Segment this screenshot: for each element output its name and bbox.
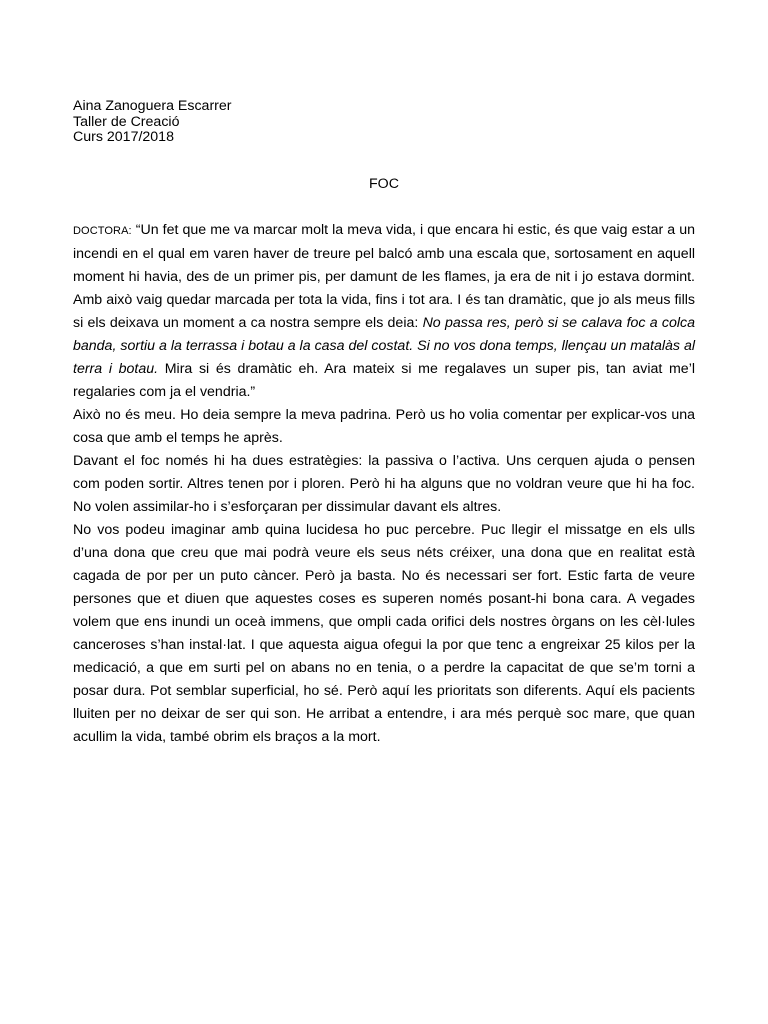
paragraph-1-italic-quote: No passa res, però si se calava foc a colca banda, sortiu a la terrassa i botau a la casa del costat. Si no vos dona temps, llençau un matalàs al terra i botau. <box>73 315 696 377</box>
course-name: Taller de Creació <box>73 113 180 130</box>
paragraph-1-text-a: “Un fet que me va marcar molt la meva vida, i que encara hi estic, és que vaig estar a un incendi en el qual em varen haver de treure pel balcó amb una escala que, sortosament en aquell moment hi havia, des de un primer pis, per damunt de les flames, ja era de nit i jo estava dormint. Amb això vaig quedar marcada per tota la vida, fins i tot ara. I és tan dramàtic, que jo als meus fills si els deixava un moment a ca nostra sempre els deia: <box>73 222 695 331</box>
document-body <box>73 219 695 749</box>
document-header <box>73 99 232 146</box>
document-title: FOC <box>369 176 399 192</box>
paragraph-4: No vos podeu imaginar amb quina lucidesa ho puc percebre. Puc llegir el missatge en els ulls d’una dona que creu que mai podrà veure els seus néts créixer, una dona que en realitat està cagada de por per un puto càncer. Però ja basta. No és necessari ser fort. Estic farta de veure persones que et diuen que aquestes coses es superen només posant-hi bona cara. A vegades volem que ens inundi un oceà immens, que ompli cada orifici dels nostres òrgans on les cèl·lules canceroses s’han instal·lat. I que aquesta aigua ofegui la por que tenc a engreixar 25 kilos per la medicació, a que em surti pel on abans no en tenia, o a perdre la capacitat de que se’m torni a posar dura. Pot semblar superficial, ho sé. Però aquí les prioritats son diferents. Aquí els pacients lluiten per no deixar de ser qui son. He arribat a entendre, i ara més perquè soc mare, que quan acullim la vida, també obrim els braços a la mort. <box>73 522 695 745</box>
paragraph-1-text-b: Mira si és dramàtic eh. Ara mateix si me regalaves un super pis, tan aviat me’l regalaries com ja el vendria.” <box>73 361 695 400</box>
paragraph-1 <box>73 219 695 404</box>
speaker-label: DOCTORA: <box>73 225 132 237</box>
author-name: Aina Zanoguera Escarrer <box>73 98 232 114</box>
paragraph-3: Davant el foc només hi ha dues estratègies: la passiva o l’activa. Uns cerquen ajuda o pensen com poden sortir. Altres tenen por i ploren. Però hi ha alguns que no voldran veure que hi ha foc. No volen assimilar-ho i s’esforçaran per dissimular davant els altres. <box>73 453 695 515</box>
course-year: Curs 2017/2018 <box>73 129 174 145</box>
paragraph-2: Això no és meu. Ho deia sempre la meva padrina. Però us ho volia comentar per explicar-vos una cosa que amb el temps he après. <box>73 407 695 446</box>
